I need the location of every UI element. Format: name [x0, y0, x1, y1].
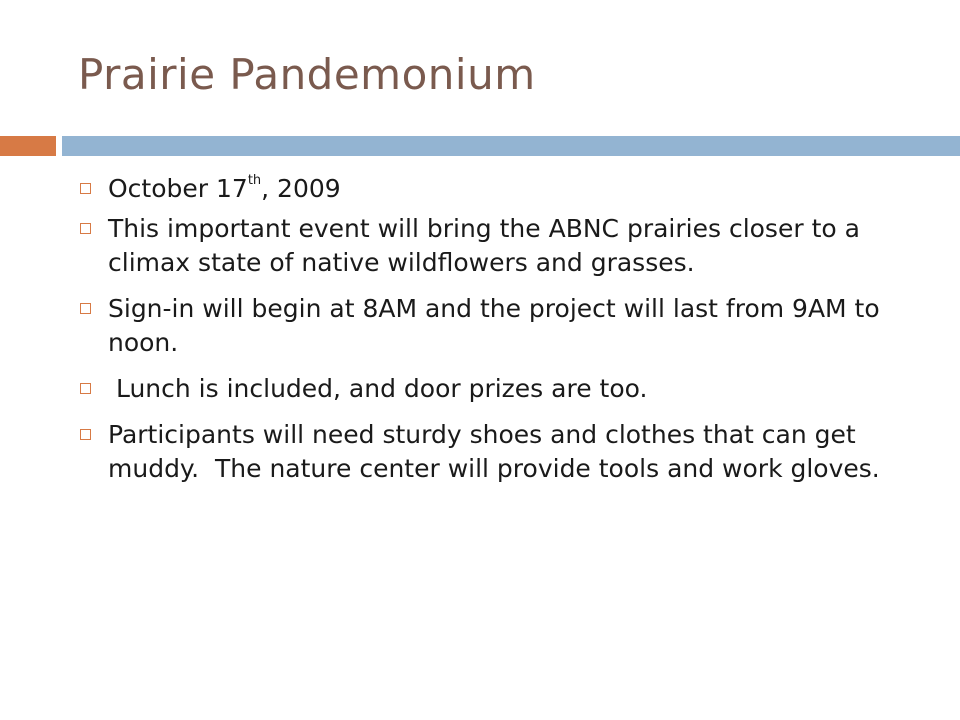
bullet-text: This important event will bring the ABNC prairies closer to a climax state of native wildflowers and grasses. [108, 214, 860, 277]
square-bullet-icon [80, 303, 91, 314]
date-text [108, 174, 341, 203]
bullet-text: Sign-in will begin at 8AM and the project will last from 9AM to noon. [108, 294, 880, 357]
square-bullet-icon [80, 383, 91, 394]
bullet-item [80, 372, 900, 406]
bullet-list [80, 172, 900, 498]
bullet-item-date [80, 172, 900, 206]
bullet-text: Lunch is included, and door prizes are too. [108, 374, 648, 403]
square-bullet-icon [80, 223, 91, 234]
bullet-item [80, 212, 900, 280]
bullet-text: Participants will need sturdy shoes and clothes that can get muddy. The nature center will provide tools and work gloves. [108, 420, 880, 483]
title-accent-bar [0, 136, 56, 156]
bullet-item [80, 418, 900, 486]
date-ordinal-suffix: th [247, 172, 262, 188]
square-bullet-icon [80, 429, 91, 440]
title-divider-bar [62, 136, 960, 156]
square-bullet-icon [80, 183, 91, 194]
date-prefix: October 17 [108, 174, 248, 203]
date-year: , 2009 [261, 174, 341, 203]
bullet-item [80, 292, 900, 360]
slide-title: Prairie Pandemonium [78, 50, 536, 99]
